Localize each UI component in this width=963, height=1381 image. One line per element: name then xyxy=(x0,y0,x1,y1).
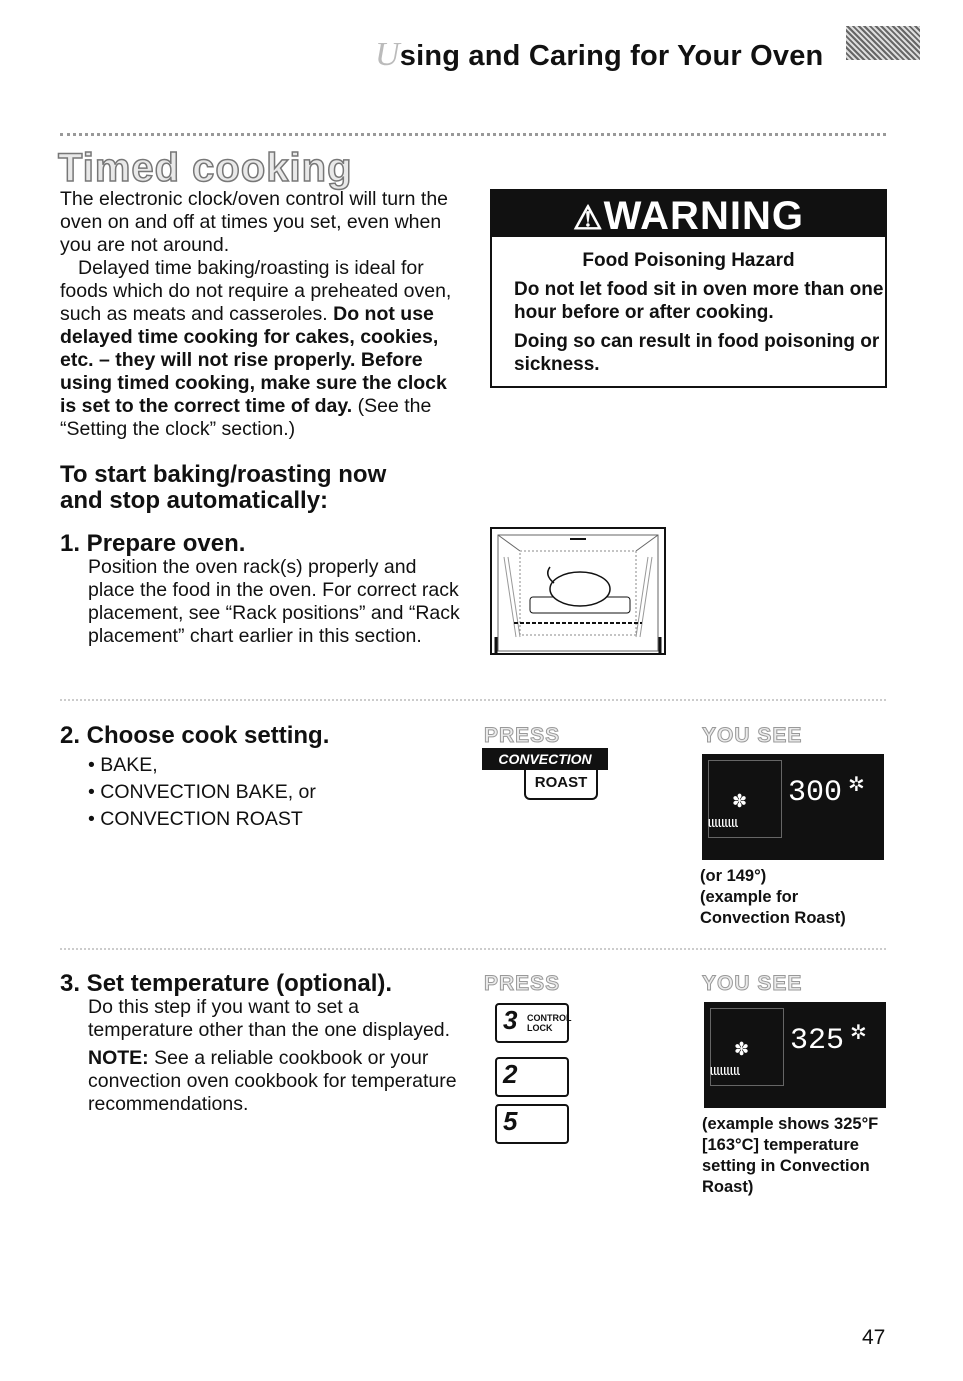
display-temperature: 325 xyxy=(790,1024,845,1058)
intro-text xyxy=(60,188,460,441)
step-3-body xyxy=(88,996,458,1121)
page-number: 47 xyxy=(862,1326,886,1349)
step-2-title: 2. Choose cook setting. xyxy=(60,722,330,749)
note-line: setting in Convection xyxy=(702,1157,870,1175)
control-display xyxy=(704,1002,886,1108)
key-3-control-lock[interactable] xyxy=(495,1003,572,1043)
key-2[interactable] xyxy=(495,1057,569,1097)
header-title-text: sing and Caring for Your Oven xyxy=(399,40,824,72)
fan-icon: ✽ xyxy=(734,1039,750,1059)
heat-symbol-icon: ✲ xyxy=(850,1022,867,1044)
page-header-title xyxy=(375,36,823,74)
procedure-heading xyxy=(60,462,386,514)
decorative-initial: U xyxy=(375,36,400,73)
warning-triangle-icon: ⚠ xyxy=(573,199,604,236)
key-digit: 2 xyxy=(503,1059,518,1089)
press-label: PRESS xyxy=(484,724,561,747)
step-2-display-note xyxy=(700,866,846,929)
convection-button-label: CONVECTION xyxy=(482,748,608,770)
intro-p2-tail: (See the “Setting the clock” section.) xyxy=(60,395,432,440)
step-1-body: Position the oven rack(s) properly and place the food in the oven. For correct rack placement, see “Rack positions” and “Rack placement” chart earlier in this section. xyxy=(88,556,460,647)
note-line: [163°C] temperature xyxy=(702,1136,859,1154)
note-line: (example for xyxy=(700,888,799,906)
option-convection-bake: • CONVECTION BAKE, or xyxy=(88,781,316,803)
key-digit: 5 xyxy=(503,1106,518,1136)
option-bake: • BAKE, xyxy=(88,754,158,776)
convection-roast-button[interactable] xyxy=(482,748,622,800)
note-line: (example shows 325°F xyxy=(702,1115,879,1133)
warning-line-1: Do not let food sit in oven more than one hour before or after cooking. xyxy=(514,279,884,323)
divider xyxy=(60,133,886,136)
oven-with-roast-illustration xyxy=(490,527,666,655)
note-label: NOTE: xyxy=(88,1047,149,1069)
intro-paragraph-1: The electronic clock/oven control will turn the oven on and off at times you set, even when you are not around. xyxy=(60,188,449,256)
heat-symbol-icon: ✲ xyxy=(848,774,865,796)
note-line: (or 149°) xyxy=(700,867,767,885)
display-level-bars: ɩɩɩɩɩɩɩɩɩ xyxy=(710,1062,740,1079)
key-digit: 3 xyxy=(503,1005,518,1035)
you-see-label: YOU SEE xyxy=(702,724,803,747)
you-see-label: YOU SEE xyxy=(702,972,803,995)
display-level-bars: ɩɩɩɩɩɩɩɩɩ xyxy=(708,814,738,831)
note-line: Convection Roast) xyxy=(700,909,846,927)
procedure-heading-line-2: and stop automatically: xyxy=(60,487,329,514)
display-temperature: 300 xyxy=(788,776,843,810)
header-decoration-pattern xyxy=(846,26,920,60)
press-label: PRESS xyxy=(484,972,561,995)
step-3-text: Do this step if you want to set a temperature other than the one displayed. xyxy=(88,996,451,1041)
intro-p2-plain: Delayed time baking/roasting is ideal for foods which do not require a preheated oven, such as meats and casseroles. xyxy=(60,257,452,325)
note-line: Roast) xyxy=(702,1178,754,1196)
control-display xyxy=(702,754,884,860)
roast-button-label: ROAST xyxy=(524,770,598,800)
step-1-title: 1. Prepare oven. xyxy=(60,530,246,557)
intro-paragraph-2 xyxy=(60,257,460,441)
warning-title: WARNING xyxy=(603,194,804,238)
step-3-display-note xyxy=(702,1114,878,1198)
warning-box xyxy=(490,189,887,388)
warning-header xyxy=(492,191,885,237)
section-title: Timed cooking xyxy=(58,146,353,190)
step-3-note xyxy=(88,1047,458,1116)
warning-hazard: Food Poisoning Hazard xyxy=(582,250,795,271)
step-2-options xyxy=(88,752,316,833)
option-convection-roast: • CONVECTION ROAST xyxy=(88,808,303,830)
note-text: See a reliable cookbook or your convection oven cookbook for temperature recommendations. xyxy=(88,1047,457,1115)
divider xyxy=(60,948,886,950)
procedure-heading-line-1: To start baking/roasting now xyxy=(60,461,387,488)
fan-icon: ✽ xyxy=(732,791,748,811)
key-caption: CONTROL LOCK xyxy=(527,1013,572,1033)
intro-p2-bold: Do not use delayed time cooking for cakes, cookies, etc. – they will not rise properly. Before using timed cooking, make sure the clock is set to the correct time of day. xyxy=(60,303,447,417)
step-3-title: 3. Set temperature (optional). xyxy=(60,970,393,997)
warning-line-2: Doing so can result in food poisoning or sickness. xyxy=(514,331,880,375)
key-5[interactable] xyxy=(495,1104,569,1144)
divider xyxy=(60,699,886,701)
